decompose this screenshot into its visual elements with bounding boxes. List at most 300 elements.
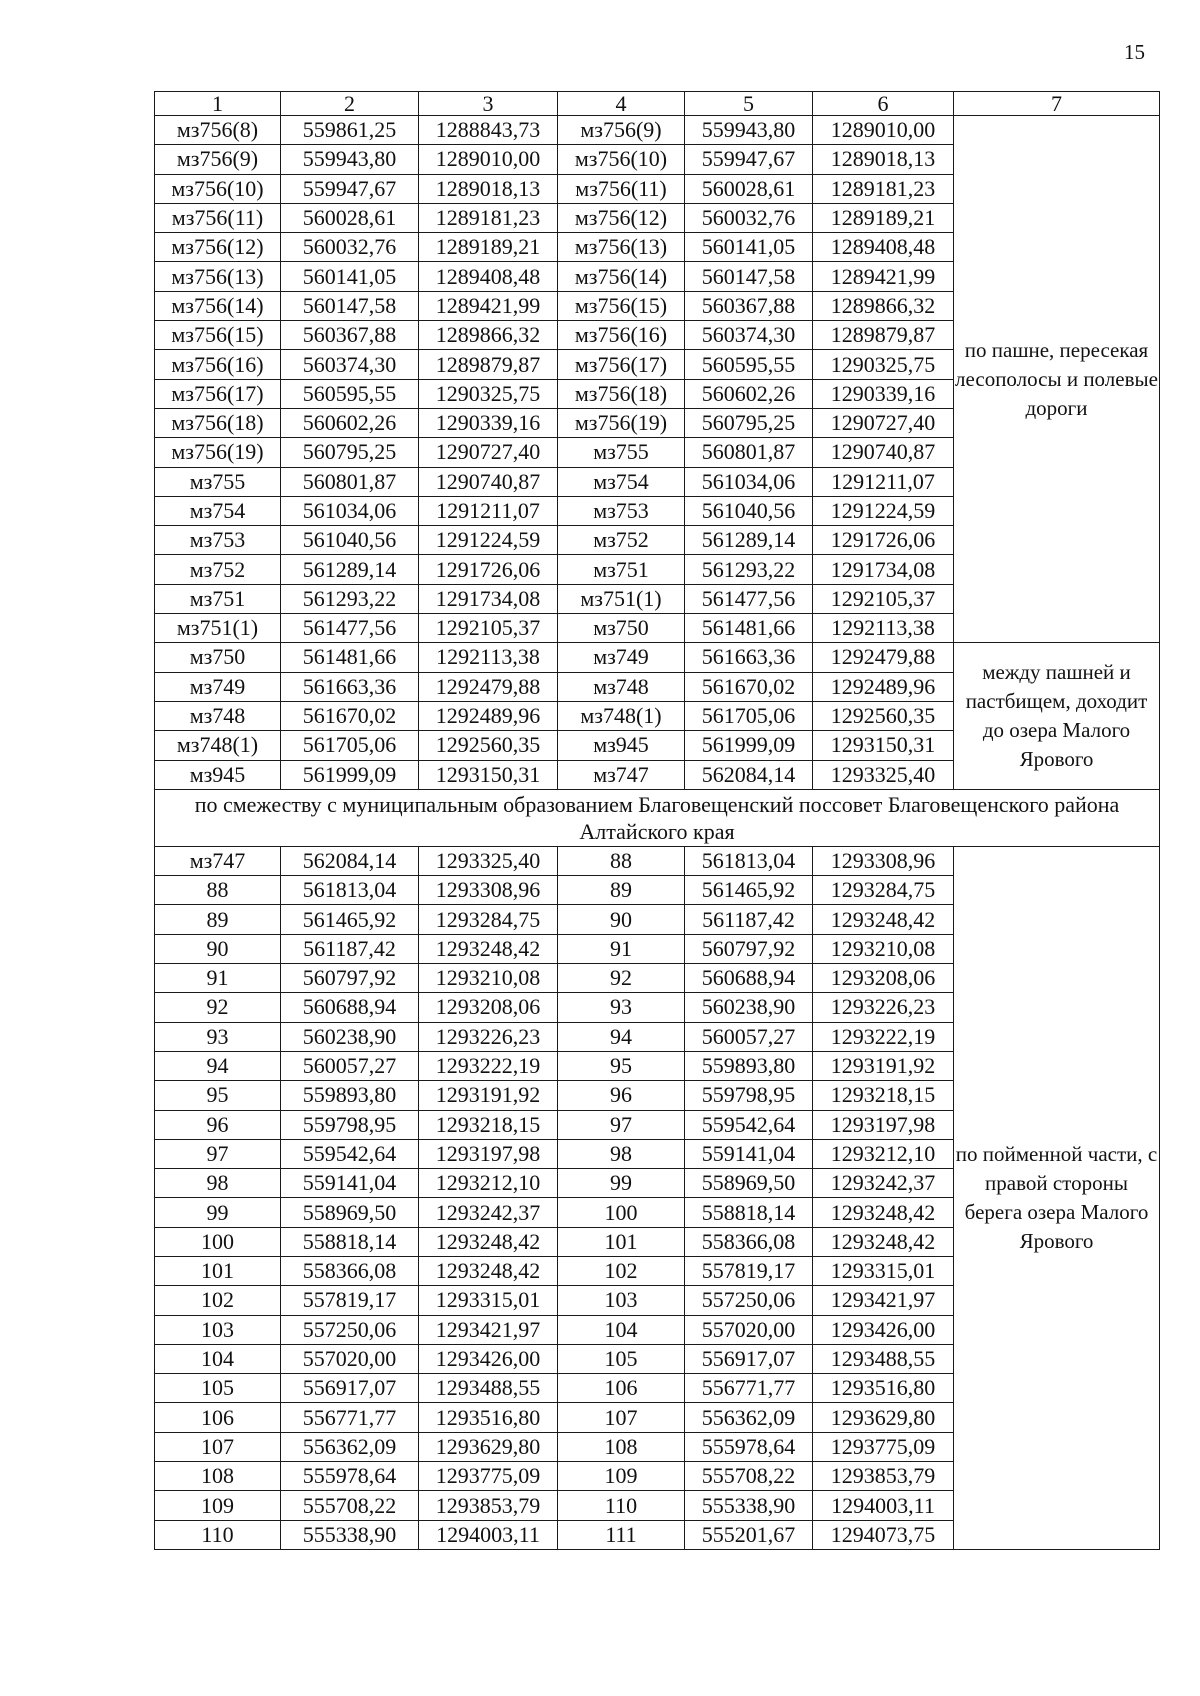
table-cell: 559943,80 [685,116,813,145]
table-cell: 1293197,98 [813,1110,954,1139]
table-cell: 1293426,00 [813,1315,954,1344]
table-cell: 1293325,40 [419,846,558,875]
table-cell: 560374,30 [281,350,419,379]
table-cell: мз754 [558,467,685,496]
table-cell: мз756(14) [155,291,281,320]
table-cell: 1293488,55 [419,1374,558,1403]
table-cell: 1293191,92 [813,1051,954,1080]
table-cell: 556917,07 [281,1374,419,1403]
table-cell: 103 [155,1315,281,1344]
table-cell: 109 [155,1491,281,1520]
table-cell: 560057,27 [685,1022,813,1051]
table-cell: 1292113,38 [419,643,558,672]
table-cell: 1292560,35 [419,731,558,760]
table-cell: 1290727,40 [419,438,558,467]
table-row [155,846,1160,875]
table-cell: 1293212,10 [419,1169,558,1198]
table-cell: 110 [155,1520,281,1549]
table-cell: 559542,64 [685,1110,813,1139]
table-cell: 1293242,37 [419,1198,558,1227]
column-header: 4 [558,92,685,116]
table-cell: 1293284,75 [813,876,954,905]
table-cell: 1293208,06 [813,964,954,993]
table-cell: 1289189,21 [419,233,558,262]
table-cell: 1290740,87 [813,438,954,467]
table-cell: 111 [558,1520,685,1549]
table-cell: мз756(13) [155,262,281,291]
table-cell: 560028,61 [685,174,813,203]
table-cell: 107 [155,1432,281,1461]
table-cell: 1289010,00 [419,145,558,174]
table-cell: 1293150,31 [813,731,954,760]
table-cell: 1292489,96 [813,672,954,701]
table-cell: 559943,80 [281,145,419,174]
table-cell: 560795,25 [685,408,813,437]
table-cell: 561813,04 [685,846,813,875]
table-cell: 1289181,23 [813,174,954,203]
table-cell: мз756(10) [155,174,281,203]
table-cell: 555978,64 [685,1432,813,1461]
table-cell: мз755 [558,438,685,467]
table-cell: 561670,02 [281,701,419,730]
table-cell: 555338,90 [281,1520,419,1549]
table-cell: 1293248,42 [419,934,558,963]
table-cell: 561481,66 [685,614,813,643]
table-cell: 560141,05 [685,233,813,262]
table-cell: 110 [558,1491,685,1520]
table-cell: 560238,90 [281,1022,419,1051]
table-cell: 561040,56 [685,496,813,525]
table-cell: 560367,88 [281,321,419,350]
table-cell: 1293516,80 [419,1403,558,1432]
table-cell: 108 [155,1462,281,1491]
table-cell: мз748(1) [558,701,685,730]
table-cell: 1289879,87 [813,321,954,350]
table-cell: 1291726,06 [419,555,558,584]
table-cell: 561293,22 [685,555,813,584]
table-cell: мз756(18) [155,408,281,437]
table-cell: 557819,17 [685,1256,813,1285]
table-cell: 1293210,08 [813,934,954,963]
table-cell: мз756(9) [155,145,281,174]
table-cell: 560595,55 [281,379,419,408]
table-cell: 562084,14 [281,846,419,875]
table-cell: 559798,95 [281,1110,419,1139]
table-cell: 1291734,08 [419,584,558,613]
table-cell: 561705,06 [281,731,419,760]
table-cell: 559861,25 [281,116,419,145]
table-cell: 1291224,59 [813,496,954,525]
table-cell: мз751(1) [155,614,281,643]
table-cell: 1293284,75 [419,905,558,934]
table-cell: 1289408,48 [813,233,954,262]
table-cell: мз748(1) [155,731,281,760]
table-cell: 559798,95 [685,1081,813,1110]
table-cell: 559947,67 [281,174,419,203]
column-header: 1 [155,92,281,116]
table-cell: 559893,80 [685,1051,813,1080]
table-cell: 561477,56 [281,614,419,643]
table-cell: мз756(16) [558,321,685,350]
table-cell: 1293248,42 [419,1227,558,1256]
table-cell: мз750 [558,614,685,643]
table-cell: 558366,08 [281,1256,419,1285]
table-cell: 1294003,11 [813,1491,954,1520]
table-cell: 93 [155,1022,281,1051]
table-cell: мз756(19) [558,408,685,437]
table-cell: 1289189,21 [813,203,954,232]
table-cell: 555978,64 [281,1462,419,1491]
table-cell: 1291726,06 [813,526,954,555]
table-cell: мз748 [155,701,281,730]
table-cell: 559947,67 [685,145,813,174]
page-number: 15 [1124,40,1145,64]
table-cell: 1294073,75 [813,1520,954,1549]
table-cell: мз756(12) [558,203,685,232]
table-cell: 1293775,09 [419,1462,558,1491]
column-header: 7 [954,92,1160,116]
table-cell: 555338,90 [685,1491,813,1520]
column-header: 6 [813,92,954,116]
table-cell: 1293308,96 [419,876,558,905]
table-cell: мз756(17) [155,379,281,408]
table-cell: 561663,36 [281,672,419,701]
table-cell: 561034,06 [281,496,419,525]
table-cell: 105 [155,1374,281,1403]
table-cell: мз748 [558,672,685,701]
table-cell: 561813,04 [281,876,419,905]
table-cell: 561481,66 [281,643,419,672]
table-cell: 560795,25 [281,438,419,467]
table-cell: 98 [155,1169,281,1198]
table-cell: 560688,94 [281,993,419,1022]
table-cell: 93 [558,993,685,1022]
table-cell: 1292560,35 [813,701,954,730]
section-note-row [155,789,1160,846]
table-cell: 559141,04 [281,1169,419,1198]
table-cell: 561999,09 [685,731,813,760]
table-cell: 558969,50 [685,1169,813,1198]
table-cell: мз756(11) [558,174,685,203]
table-cell: 108 [558,1432,685,1461]
table-cell: 560374,30 [685,321,813,350]
table-cell: 560367,88 [685,291,813,320]
table-cell: 1293421,97 [419,1315,558,1344]
table-cell: 561465,92 [281,905,419,934]
table-cell: 1293421,97 [813,1286,954,1315]
table-cell: 556771,77 [281,1403,419,1432]
table-cell: мз756(10) [558,145,685,174]
table-cell: 96 [155,1110,281,1139]
table-cell: 102 [558,1256,685,1285]
table-cell: 96 [558,1081,685,1110]
table-cell: 561289,14 [281,555,419,584]
table-cell: 100 [155,1227,281,1256]
table-cell: 1293516,80 [813,1374,954,1403]
table-cell: мз752 [155,555,281,584]
table-cell: 560602,26 [281,408,419,437]
table-cell: 1290727,40 [813,408,954,437]
table-cell: 1291224,59 [419,526,558,555]
table-cell: 88 [558,846,685,875]
table-cell: 1292479,88 [419,672,558,701]
table-cell: 557250,06 [281,1315,419,1344]
table-cell: 1293197,98 [419,1139,558,1168]
table-cell: 1293775,09 [813,1432,954,1461]
table-cell: 1289018,13 [419,174,558,203]
table-cell: 1289181,23 [419,203,558,232]
table-cell: 560797,92 [281,964,419,993]
table-cell: мз753 [155,526,281,555]
table-cell: 561289,14 [685,526,813,555]
table-cell: 1293853,79 [813,1462,954,1491]
header-row [155,92,1160,116]
table-cell: мз749 [558,643,685,672]
table-cell: 560801,87 [685,438,813,467]
table-cell: 561670,02 [685,672,813,701]
table-cell: мз756(12) [155,233,281,262]
table-cell: 105 [558,1344,685,1373]
column-header: 2 [281,92,419,116]
table-cell: 1289421,99 [419,291,558,320]
table-cell: 557020,00 [685,1315,813,1344]
table-cell: 558818,14 [685,1198,813,1227]
table-cell: 556771,77 [685,1374,813,1403]
table-cell: 560028,61 [281,203,419,232]
table-cell: 1291211,07 [813,467,954,496]
table-cell: 98 [558,1139,685,1168]
table-cell: 1293242,37 [813,1169,954,1198]
table-cell: мз750 [155,643,281,672]
table-cell: 100 [558,1198,685,1227]
table-cell: 1293248,42 [813,905,954,934]
table-cell: 561999,09 [281,760,419,789]
table-cell: 561034,06 [685,467,813,496]
table-cell: 90 [155,934,281,963]
table-cell: 89 [558,876,685,905]
table-cell: 106 [155,1403,281,1432]
table-cell: 559141,04 [685,1139,813,1168]
table-cell: 561465,92 [685,876,813,905]
table-cell: 1291211,07 [419,496,558,525]
boundary-coordinates-table [154,91,1160,1550]
table-cell: мз756(14) [558,262,685,291]
table-cell: 94 [155,1051,281,1080]
table-cell: 1289421,99 [813,262,954,291]
table-cell: мз753 [558,496,685,525]
table-cell: 556362,09 [685,1403,813,1432]
table-cell: 560797,92 [685,934,813,963]
table-cell: 104 [558,1315,685,1344]
table-cell: 558366,08 [685,1227,813,1256]
table-cell: мз749 [155,672,281,701]
table-cell: мз756(15) [155,321,281,350]
table-cell: 91 [155,964,281,993]
table-cell: 89 [155,905,281,934]
table-cell: 1292113,38 [813,614,954,643]
table-cell: 561187,42 [281,934,419,963]
table-cell: 91 [558,934,685,963]
table-cell: 1293210,08 [419,964,558,993]
table-cell: 1292479,88 [813,643,954,672]
table-cell: мз751 [155,584,281,613]
table-cell: мз756(11) [155,203,281,232]
table-cell: 562084,14 [685,760,813,789]
table-cell: 560141,05 [281,262,419,291]
table-cell: 556362,09 [281,1432,419,1461]
table-cell: 555201,67 [685,1520,813,1549]
table-cell: 1294003,11 [419,1520,558,1549]
table-cell: 97 [558,1110,685,1139]
table-cell: мз747 [558,760,685,789]
table-cell: 560688,94 [685,964,813,993]
table-cell: мз751(1) [558,584,685,613]
table-cell: 1293248,42 [419,1256,558,1285]
table-cell: 1293853,79 [419,1491,558,1520]
table-cell: 101 [558,1227,685,1256]
table-cell: 1289010,00 [813,116,954,145]
table-cell: 106 [558,1374,685,1403]
table-cell: 555708,22 [281,1491,419,1520]
table-cell: 1293191,92 [419,1081,558,1110]
table-cell: 95 [558,1051,685,1080]
column-header: 3 [419,92,558,116]
table-cell: 90 [558,905,685,934]
table-cell: 97 [155,1139,281,1168]
table-cell: 103 [558,1286,685,1315]
table-cell: 557020,00 [281,1344,419,1373]
table-cell: 1293248,42 [813,1227,954,1256]
table-cell: 1293308,96 [813,846,954,875]
table-cell: мз756(15) [558,291,685,320]
table-cell: 1293222,19 [813,1022,954,1051]
table-cell: 1289866,32 [813,291,954,320]
table-row [155,116,1160,145]
table-cell: 561663,36 [685,643,813,672]
column-header: 5 [685,92,813,116]
table-cell: мз756(9) [558,116,685,145]
table-cell: 1293315,01 [419,1286,558,1315]
table-cell: 1290325,75 [813,350,954,379]
segment-description: по пойменной части, с правой стороны берега озера Малого Ярового [954,846,1160,1549]
table-cell: 92 [155,993,281,1022]
table-cell: 1290325,75 [419,379,558,408]
table-cell: 1288843,73 [419,116,558,145]
table-cell: 560801,87 [281,467,419,496]
table-cell: 1293226,23 [813,993,954,1022]
table-cell: 1290339,16 [419,408,558,437]
table-cell: 558818,14 [281,1227,419,1256]
table-cell: мз751 [558,555,685,584]
table-cell: 1293325,40 [813,760,954,789]
table-cell: 561187,42 [685,905,813,934]
table-cell: мз756(19) [155,438,281,467]
table-cell: 560032,76 [685,203,813,232]
table-cell: 561040,56 [281,526,419,555]
table-cell: 561477,56 [685,584,813,613]
table-cell: 561293,22 [281,584,419,613]
table-cell: 559542,64 [281,1139,419,1168]
table-cell: 1293488,55 [813,1344,954,1373]
table-cell: 1293226,23 [419,1022,558,1051]
table-cell: 1291734,08 [813,555,954,584]
table-cell: мз755 [155,467,281,496]
table-cell: 560147,58 [685,262,813,291]
table-cell: 560057,27 [281,1051,419,1080]
table-cell: мз754 [155,496,281,525]
table-cell: 1289408,48 [419,262,558,291]
table-cell: 94 [558,1022,685,1051]
table-cell: 1292105,37 [813,584,954,613]
table-cell: 1293218,15 [813,1081,954,1110]
table-cell: 558969,50 [281,1198,419,1227]
table-cell: 101 [155,1256,281,1285]
table-cell: 92 [558,964,685,993]
table-cell: 1293426,00 [419,1344,558,1373]
table-cell: 1293629,80 [813,1403,954,1432]
table-cell: 99 [155,1198,281,1227]
table-cell: 557250,06 [685,1286,813,1315]
table-cell: 560147,58 [281,291,419,320]
table-cell: 1293248,42 [813,1198,954,1227]
table-cell: 1293150,31 [419,760,558,789]
table-cell: 1289866,32 [419,321,558,350]
table-cell: 99 [558,1169,685,1198]
table-cell: 560602,26 [685,379,813,408]
table-cell: 1293629,80 [419,1432,558,1461]
section-note: по смежеству с муниципальным образованием Благовещенский поссовет Благовещенского района Алтайского края [155,789,1160,846]
table-row [155,643,1160,672]
table-cell: 1293208,06 [419,993,558,1022]
table-cell: 560238,90 [685,993,813,1022]
table-cell: 1290740,87 [419,467,558,496]
table-cell: мз752 [558,526,685,555]
table-cell: 1289018,13 [813,145,954,174]
table-cell: 1289879,87 [419,350,558,379]
table-cell: мз747 [155,846,281,875]
table-cell: 95 [155,1081,281,1110]
table-cell: мз756(16) [155,350,281,379]
table-cell: мз945 [155,760,281,789]
table-cell: мз756(18) [558,379,685,408]
table-cell: мз756(13) [558,233,685,262]
table-cell: 102 [155,1286,281,1315]
segment-description: по пашне, пересекая лесополосы и полевые дороги [954,116,1160,643]
table-cell: 107 [558,1403,685,1432]
segment-description: между пашней и пастбищем, доходит до озера Малого Ярового [954,643,1160,789]
table-cell: 1293212,10 [813,1139,954,1168]
table-cell: 1293222,19 [419,1051,558,1080]
table-cell: 88 [155,876,281,905]
table-cell: 557819,17 [281,1286,419,1315]
table-cell: 1290339,16 [813,379,954,408]
table-cell: 109 [558,1462,685,1491]
table-cell: мз756(8) [155,116,281,145]
table-cell: 560595,55 [685,350,813,379]
table-cell: 561705,06 [685,701,813,730]
table-cell: 1292489,96 [419,701,558,730]
table-cell: мз945 [558,731,685,760]
table-cell: 1292105,37 [419,614,558,643]
table-cell: 560032,76 [281,233,419,262]
table-cell: мз756(17) [558,350,685,379]
table-cell: 1293218,15 [419,1110,558,1139]
table-cell: 1293315,01 [813,1256,954,1285]
table-cell: 555708,22 [685,1462,813,1491]
table-cell: 559893,80 [281,1081,419,1110]
table-cell: 556917,07 [685,1344,813,1373]
table-cell: 104 [155,1344,281,1373]
